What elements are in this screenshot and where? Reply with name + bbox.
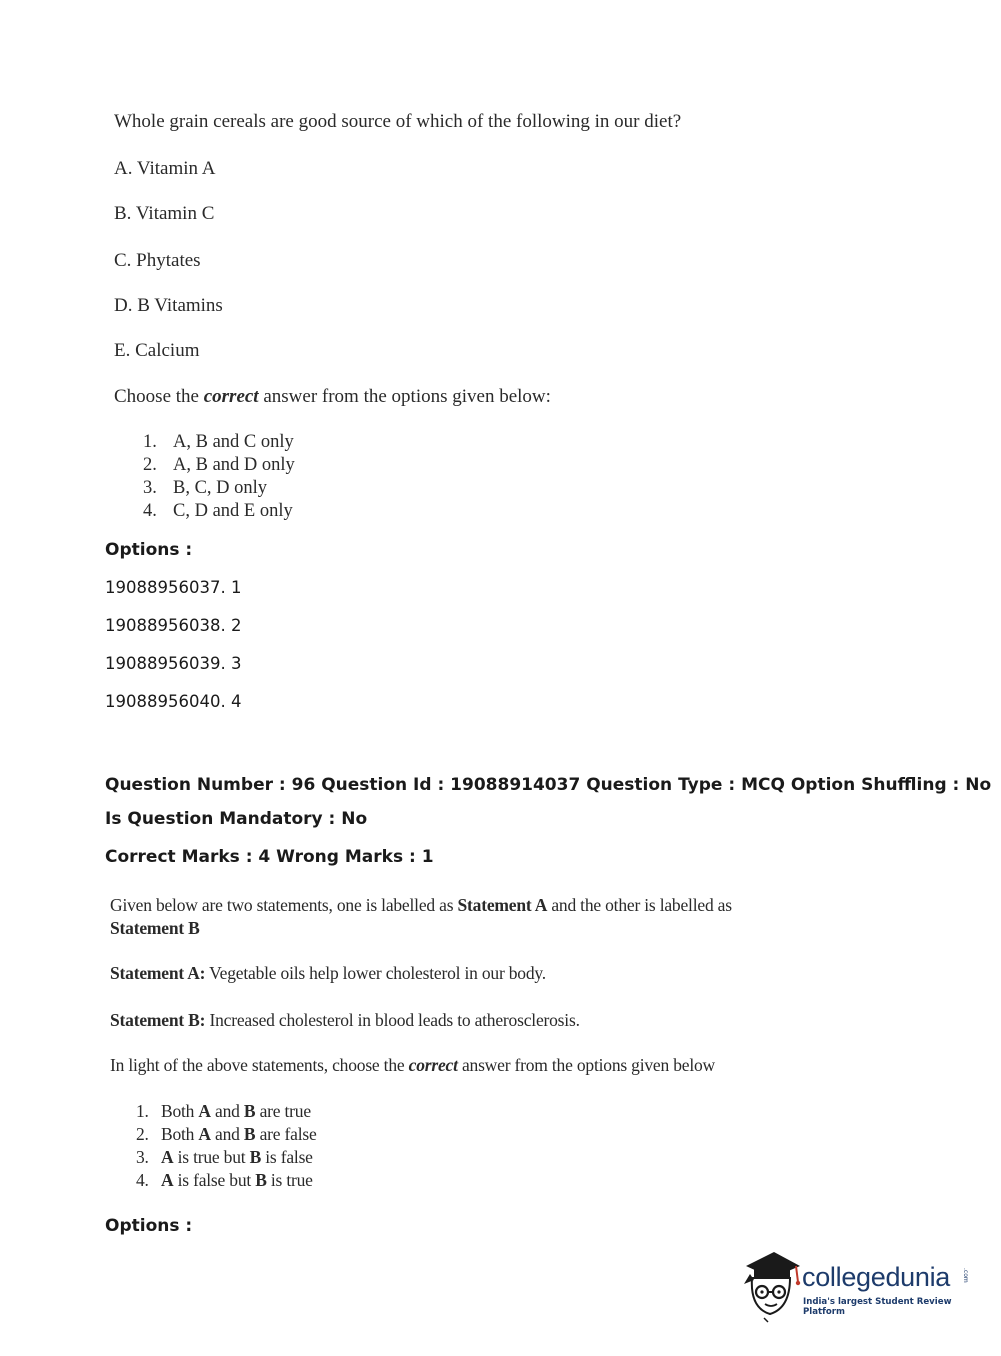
q1-answer-4: 4. C, D and E only [143,501,293,521]
logo-suffix: .com [962,1268,969,1283]
q2-meta-line-1: Question Number : 96 Question Id : 19088914037 Question Type : MCQ Option Shuffling : No [105,775,992,795]
mascot-icon [740,1248,802,1326]
q1-option-id-4: 19088956040. 4 [105,692,242,711]
q2-options-label: Options : [105,1216,193,1236]
q1-option-id-3: 19088956039. 3 [105,654,242,673]
q2-answer-3: 3. A is true but B is false [136,1147,313,1167]
q1-option-id-1: 19088956037. 1 [105,578,242,597]
q2-intro-line-1: Given below are two statements, one is labelled as Statement A and the other is labelled as [110,895,732,915]
q1-answer-1: 1. A, B and C only [143,432,294,452]
q1-item-d: D. B Vitamins [114,295,223,316]
q2-instruction: In light of the above statements, choose the correct answer from the options given below [110,1055,715,1075]
q2-statement-a: Statement A: Vegetable oils help lower cholesterol in our body. [110,963,546,983]
q2-answer-2: 2. Both A and B are false [136,1124,317,1144]
q2-meta-line-2: Is Question Mandatory : No [105,809,368,829]
q1-answer-2: 2. A, B and D only [143,455,295,475]
logo-wordmark: collegedunia [802,1262,951,1292]
question-1-stem: Whole grain cereals are good source of which of the following in our diet? [114,111,682,132]
collegedunia-logo[interactable] [740,1248,975,1326]
q1-answer-3: 3. B, C, D only [143,478,268,498]
q1-choose-instruction: Choose the correct answer from the options given below: [114,386,551,407]
q1-option-id-2: 19088956038. 2 [105,616,242,635]
logo-tagline: India's largest Student Review Platform [803,1297,952,1317]
q1-item-a: A. Vitamin A [114,158,216,179]
q1-item-c: C. Phytates [114,250,201,271]
q2-intro-line-2: Statement B [110,918,200,938]
q1-item-e: E. Calcium [114,340,200,361]
q1-options-label: Options : [105,540,193,560]
q2-answer-4: 4. A is false but B is true [136,1170,313,1190]
q1-item-b: B. Vitamin C [114,203,215,224]
q2-meta-line-3: Correct Marks : 4 Wrong Marks : 1 [105,847,434,867]
q2-statement-b: Statement B: Increased cholesterol in blood leads to atherosclerosis. [110,1010,580,1030]
q2-answer-1: 1. Both A and B are true [136,1101,311,1121]
